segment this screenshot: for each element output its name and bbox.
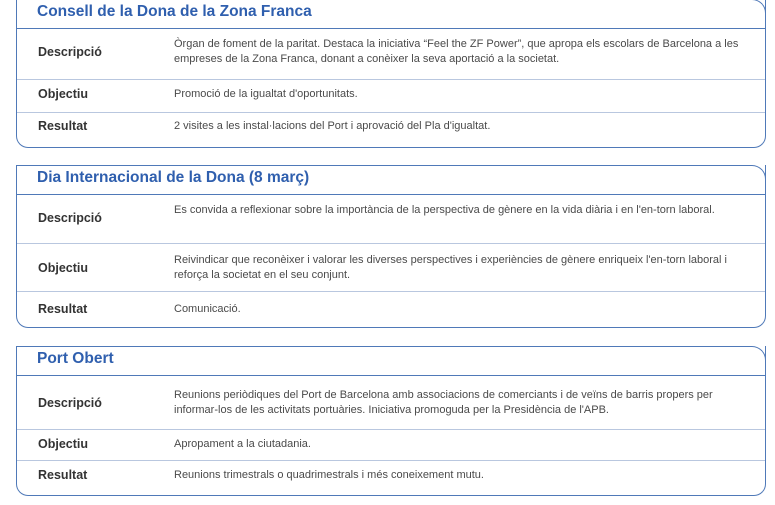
row-text-objectiu: Promoció de la igualtat d'oportunitats. (174, 88, 358, 100)
row-text-objectiu: Reivindicar que reconèixer i valorar les diverses perspectives i experiències de gènere enriqueix l'en-torn laboral i reforça la societat en el seu conjunt. (174, 254, 727, 281)
card-header (16, 346, 766, 376)
row-label-resultat: Resultat (38, 302, 88, 316)
header-divider (17, 375, 765, 376)
row-label-descripcio: Descripció (38, 45, 102, 59)
row-divider (17, 291, 765, 292)
card-header (16, 0, 766, 29)
row-label-objectiu: Objectiu (38, 87, 89, 101)
row-divider (17, 112, 765, 113)
header-divider (17, 28, 765, 29)
row-text-resultat: Comunicació. (174, 303, 241, 315)
row-text-resultat: Reunions trimestrals o quadrimestrals i més coneixement mutu. (174, 469, 484, 481)
row-text-descripcio: Reunions periòdiques del Port de Barcelona amb associacions de comerciants i de veïns de barris propers per informar-los de les activitats portuàries. Iniciativa promoguda per la Presidència de l'APB. (174, 389, 713, 416)
row-text-descripcio: Òrgan de foment de la paritat. Destaca la iniciativa “Feel the ZF Power”, que apropa els escolars de Barcelona a les empreses de la Zona Franca, donant a conèixer la seva aportació a la societat. (174, 38, 739, 65)
row-divider (17, 243, 765, 244)
card-title: Port Obert (37, 350, 114, 367)
card-title: Consell de la Dona de la Zona Franca (37, 3, 312, 20)
row-label-descripcio: Descripció (38, 211, 102, 225)
row-text-resultat: 2 visites a les instal·lacions del Port i aprovació del Pla d'igualtat. (174, 120, 491, 132)
row-label-resultat: Resultat (38, 468, 88, 482)
row-label-resultat: Resultat (38, 119, 88, 133)
card-consell-dona (16, 0, 766, 148)
row-divider (17, 460, 765, 461)
row-label-objectiu: Objectiu (38, 437, 89, 451)
row-divider (17, 79, 765, 80)
row-divider (17, 429, 765, 430)
card-title: Dia Internacional de la Dona (8 març) (37, 169, 310, 186)
row-text-objectiu: Apropament a la ciutadania. (174, 438, 311, 450)
header-divider (17, 194, 765, 195)
card-port-obert (16, 346, 766, 496)
card-dia-internacional-dona (16, 165, 766, 328)
row-label-descripcio: Descripció (38, 396, 102, 410)
row-label-objectiu: Objectiu (38, 261, 89, 275)
card-header (16, 165, 766, 195)
row-text-descripcio: Es convida a reflexionar sobre la importància de la perspectiva de gènere en la vida diària i en l'en-torn laboral. (174, 204, 715, 216)
